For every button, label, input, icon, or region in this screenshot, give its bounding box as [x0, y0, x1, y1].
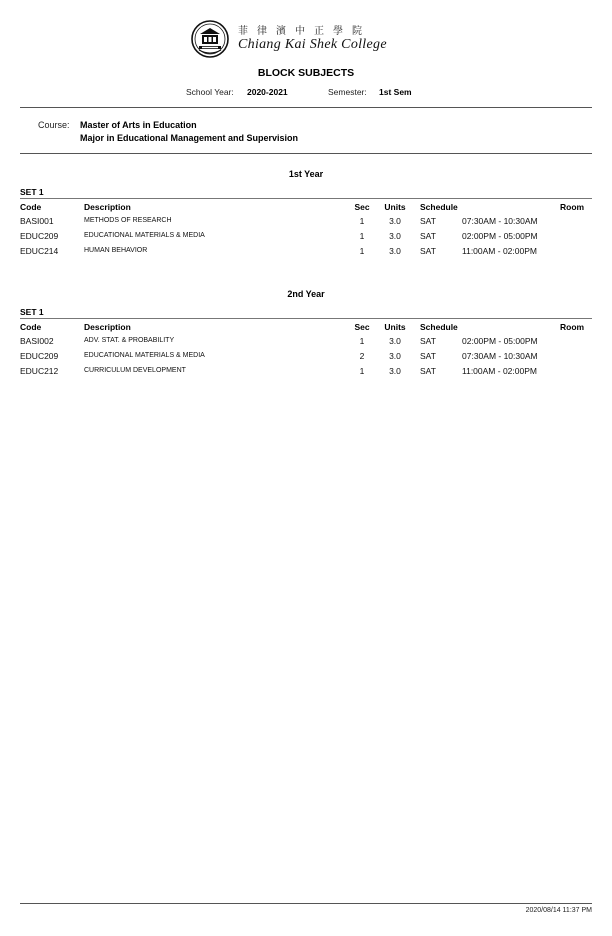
course-label: Course:: [38, 120, 70, 130]
column-header-units: Units: [384, 322, 406, 332]
subject-section: 1: [359, 366, 365, 376]
semester-value: 1st Sem: [379, 87, 412, 97]
subject-description: CURRICULUM DEVELOPMENT: [84, 367, 186, 374]
course-major: Major in Educational Management and Supervision: [80, 133, 299, 143]
column-header-room: Room: [560, 202, 585, 212]
column-header-code: Code: [20, 322, 42, 332]
schedule-day: SAT: [420, 216, 436, 226]
subject-units: 3.0: [389, 336, 401, 346]
subject-code: EDUC212: [20, 366, 59, 376]
set-label: SET 1: [20, 307, 44, 317]
subject-code: BASI002: [20, 336, 54, 346]
schedule-time: 11:00AM - 02:00PM: [462, 366, 537, 376]
subject-description: EDUCATIONAL MATERIALS & MEDIA: [84, 232, 205, 239]
subject-code: EDUC209: [20, 351, 59, 361]
subject-units: 3.0: [389, 216, 401, 226]
column-header-sec: Sec: [354, 202, 370, 212]
subject-units: 3.0: [389, 246, 401, 256]
set-divider: [20, 198, 592, 199]
subject-description: METHODS OF RESEARCH: [84, 217, 172, 224]
column-header-code: Code: [20, 202, 42, 212]
subject-section: 1: [359, 216, 365, 226]
column-header-room: Room: [560, 322, 585, 332]
schedule-time: 07:30AM - 10:30AM: [462, 351, 538, 361]
column-header-sec: Sec: [354, 322, 370, 332]
subject-code: EDUC214: [20, 246, 59, 256]
school-year-label: School Year:: [186, 87, 234, 97]
subject-units: 3.0: [389, 366, 401, 376]
year-title: 1st Year: [288, 169, 324, 179]
schedule-day: SAT: [420, 366, 436, 376]
school-year-value: 2020-2021: [247, 87, 288, 97]
subject-description: EDUCATIONAL MATERIALS & MEDIA: [84, 352, 205, 359]
semester-label: Semester:: [328, 87, 367, 97]
column-header-description: Description: [84, 202, 131, 212]
subject-section: 2: [359, 351, 365, 361]
schedule-time: 11:00AM - 02:00PM: [462, 246, 537, 256]
subject-description: ADV. STAT. & PROBABILITY: [84, 337, 175, 344]
schedule-day: SAT: [420, 246, 436, 256]
column-header-description: Description: [84, 322, 131, 332]
set-divider: [20, 318, 592, 319]
subject-description: HUMAN BEHAVIOR: [84, 247, 148, 254]
subject-code: BASI001: [20, 216, 54, 226]
college-chinese-name: 菲律濱中正學院: [238, 26, 371, 37]
course-divider: [20, 153, 592, 154]
subject-section: 1: [359, 336, 365, 346]
schedule-time: 07:30AM - 10:30AM: [462, 216, 538, 226]
column-header-schedule: Schedule: [420, 202, 458, 212]
college-name: Chiang Kai Shek College: [238, 37, 387, 52]
subject-section: 1: [359, 231, 365, 241]
schedule-time: 02:00PM - 05:00PM: [462, 336, 538, 346]
course-name: Master of Arts in Education: [80, 120, 197, 130]
document-title: BLOCK SUBJECTS: [257, 67, 355, 79]
subject-units: 3.0: [389, 231, 401, 241]
schedule-time: 02:00PM - 05:00PM: [462, 231, 538, 241]
footer-divider: [20, 903, 592, 904]
schedule-day: SAT: [420, 231, 436, 241]
column-header-schedule: Schedule: [420, 322, 458, 332]
schedule-day: SAT: [420, 336, 436, 346]
year-title: 2nd Year: [287, 289, 325, 299]
column-header-units: Units: [384, 202, 406, 212]
schedule-day: SAT: [420, 351, 436, 361]
college-seal-logo: [191, 20, 229, 58]
subject-units: 3.0: [389, 351, 401, 361]
header-divider: [20, 107, 592, 108]
set-label: SET 1: [20, 187, 44, 197]
subject-code: EDUC209: [20, 231, 59, 241]
subject-section: 1: [359, 246, 365, 256]
print-timestamp: 2020/08/14 11:37 PM: [525, 907, 592, 914]
